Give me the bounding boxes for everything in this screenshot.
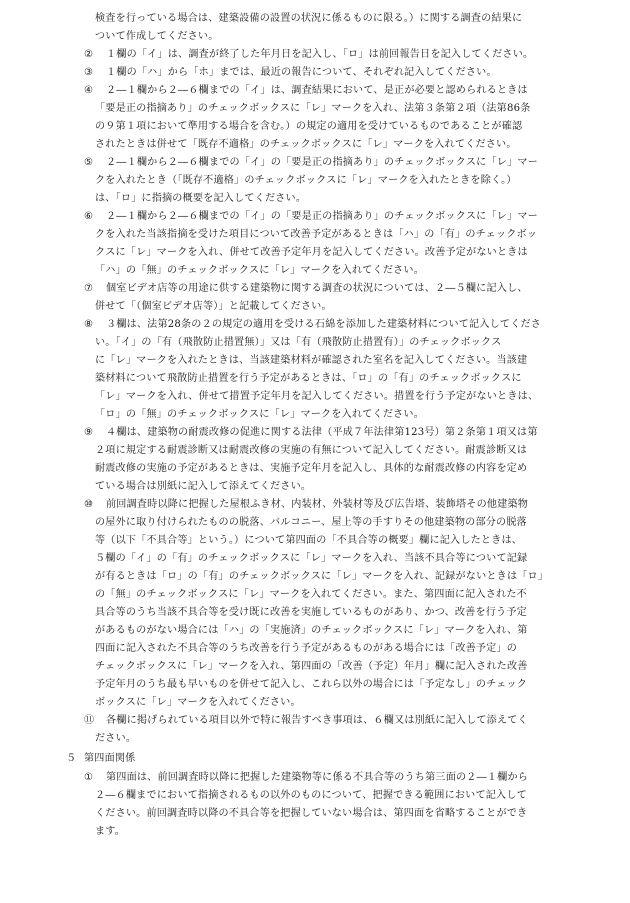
item-line: ５欄の「イ」の「有」のチェックボックスに「レ」マークを入れ、当該不具合等について記録 [95, 553, 528, 564]
item-line: クを入れた当該指摘を受けた項目について改善予定があるときは「ハ」の「有」のチェックボッ [95, 229, 538, 240]
item-line: ください。前回調査時以降の不具合等を把握していない場合は、第四面を省略することができ [95, 808, 528, 819]
item-line: 各欄に掲げられている項目以外で特に報告すべき事項は、６欄又は別紙に記入して添えてく [106, 715, 528, 726]
item-line: があるものがない場合には「ハ」の「実施済」のチェックボックスに「レ」マークを入れ、第 [95, 625, 528, 636]
item-number: ① [84, 772, 94, 783]
item-line: ２―６欄までにおいて指摘されるもの以外のものについて、把握できる範囲において記入して [95, 790, 527, 801]
item-line: 築材料について飛散防止措置を行う予定があるときは、「ロ」の「有」のチェックボックスに [95, 373, 522, 384]
item-line: ます。 [95, 826, 126, 837]
item-number: ⑩ [84, 499, 94, 510]
intro-line: 検査を行っている場合は、建築設備の設置の状況に係るものに限る。）に関する調査の結果に [95, 13, 523, 24]
item-line: に「レ」マークを入れたときは、当該建築材料が確認された室名を記入してください。当該建 [95, 355, 528, 366]
item-line: ている場合は別紙に記入して添えてください。 [95, 481, 312, 492]
section-number: ５ [66, 753, 77, 764]
item-line: 「レ」マークを入れ、併せて措置予定年月を記入してください。措置を行う予定がないときは、 [95, 391, 539, 402]
item-line: １欄の「ハ」から「ホ」までは、最近の報告について、それぞれ記入してください。 [106, 67, 497, 78]
item-number: ⑧ [84, 319, 94, 330]
item-line: ４欄は、建築物の耐震改修の促進に関する法律（平成７年法律第123号）第２条第１項又は第 [106, 427, 538, 438]
item-line: ２―１欄から２―６欄までの「イ」は、調査結果において、是正が必要と認められるときは [106, 85, 528, 96]
item-number: ⑦ [84, 283, 94, 294]
item-line: クスに「レ」マークを入れ、併せて改善予定年月を記入してください。改善予定がないときは [95, 247, 528, 258]
item-line: 併せて「（個室ビデオ店等）」と記載してください。 [95, 301, 332, 312]
intro-line: ついて作成してください。 [95, 31, 219, 42]
item-line: い。「イ」の「有（飛散防止措置無）」又は「有（飛散防止措置有）」のチェックボックス [95, 337, 502, 348]
item-line: 「ハ」の「無」のチェックボックスに「レ」マークを入れてください。 [95, 265, 424, 276]
item-line: は、「ロ」に指摘の概要を記入してください。 [95, 193, 307, 204]
item-line: ３欄は、法第28条の２の規定の適用を受ける石綿を添加した建築材料について記入してくださ [106, 319, 542, 330]
item-number: ② [84, 49, 94, 60]
item-line: されたときは併せて「既存不適格」のチェックボックスに「レ」マークを入れてください。 [95, 139, 517, 150]
item-number: ⑤ [84, 157, 94, 168]
item-line: ２―１欄から２―６欄までの「イ」の「要是正の指摘あり」のチェックボックスに「レ」マー [106, 157, 538, 168]
item-line: 予定年月のうち最も早いものを併せて記入し、これら以外の場合には「予定なし」のチェック [95, 679, 528, 690]
item-line: 等（以下「不具合等」という。）について第四面の「不具合等の概要」欄に記入したときは、 [95, 535, 523, 546]
item-line: 四面に記入された不具合等のうち改善を行う予定があるものがある場合には「改善予定」の [95, 643, 518, 654]
item-line: 耐震改修の実施の予定があるときは、実施予定年月を記入し、具体的な耐震改修の内容を定め [95, 463, 528, 474]
section-heading: 第四面関係 [84, 753, 136, 764]
item-number: ⑥ [84, 211, 94, 222]
item-line: チェックボックスに「レ」マークを入れ、第四面の「改善（予定）年月」欄に記入された改善 [95, 661, 528, 672]
item-line: ボックスに「レ」マークを入れてください。 [95, 697, 301, 708]
item-line: の９第１項において準用する場合を含む。）の規定の適用を受けているものであることが確認 [95, 121, 523, 132]
item-line: クを入れたとき（「既存不適格」のチェックボックスに「レ」マークを入れたときを除く。） [95, 175, 517, 186]
item-line: ださい。 [95, 733, 137, 744]
item-line: ２項に規定する耐震診断又は耐震改修の実施の有無について記入してください。耐震診断又は [95, 445, 528, 456]
item-line: が有るときは「ロ」の「有」のチェックボックスに「レ」マークを入れ、記録がないときは「ロ」 [95, 571, 549, 582]
item-line: 個室ビデオ店等の用途に供する建築物に関する調査の状況については、２―５欄に記入し、 [106, 283, 528, 294]
item-number: ④ [84, 85, 94, 96]
item-line: 第四面は、前回調査時以降に把握した建築物等に係る不具合等のうち第三面の２―１欄から [106, 772, 529, 783]
item-number: ⑨ [84, 427, 94, 438]
item-line: 前回調査時以降に把握した屋根ふき材、内装材、外装材等及び広告塔、装飾塔その他建築物 [106, 499, 529, 510]
item-number: ⑪ [84, 715, 95, 726]
item-number: ③ [84, 67, 94, 78]
item-line: 「要是正の指摘あり」のチェックボックスに「レ」マークを入れ、法第３条第２項（法第86条 [95, 103, 531, 114]
item-line: ２―１欄から２―６欄までの「イ」の「要是正の指摘あり」のチェックボックスに「レ」マー [106, 211, 538, 222]
item-line: 「ロ」の「無」のチェックボックスに「レ」マークを入れてください。 [95, 409, 424, 420]
item-line: の屋外に取り付けられたものの脱落、バルコニー、屋上等の手すりその他建築物の部分の脱落 [95, 517, 527, 528]
item-line: 具合等のうち当該不具合等を受け既に改善を実施しているものがあり、かつ、改善を行う予定 [95, 607, 527, 618]
item-line: １欄の「イ」は、調査が終了した年月日を記入し、「ロ」は前回報告日を記入してください。 [106, 49, 534, 60]
item-line: の「無」のチェックボックスに「レ」マークを入れてください。また、第四面に記入された不 [95, 589, 527, 600]
